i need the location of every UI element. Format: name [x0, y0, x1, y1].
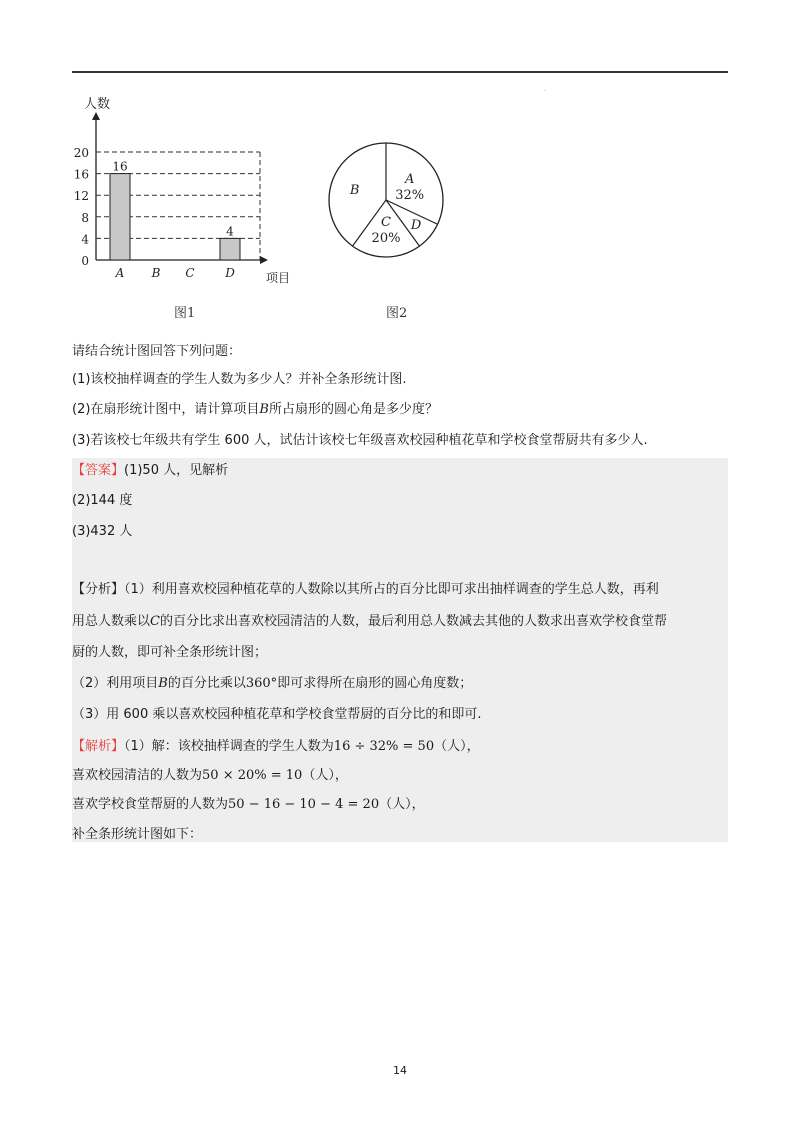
analysis-line-4-mid: 的百分比乘以	[167, 676, 246, 691]
x-axis-label: 项目	[266, 271, 291, 285]
x-axis-arrow	[260, 256, 268, 264]
answer-1-text: (1)50 人，见解析	[124, 463, 229, 478]
answer-2: (2)144 度	[72, 493, 133, 508]
y-tick-label: 20	[73, 146, 89, 160]
pie-slice-label: B	[349, 182, 360, 198]
header-rule	[72, 71, 728, 73]
bar	[220, 238, 240, 260]
answer-1	[72, 463, 228, 479]
question-1: (1)该校抽样调查的学生人数为多少人？并补全条形统计图.	[72, 372, 407, 387]
analysis-line-4-post: 即可求得所在扇形的圆心角度数；	[277, 676, 473, 691]
question-2	[72, 402, 438, 418]
x-tick-label: A	[115, 266, 125, 280]
y-axis-label: 人数	[84, 97, 111, 112]
solution-line-3	[72, 797, 425, 813]
pie-slice-percent: 32%	[395, 187, 425, 203]
question-2-pre: (2)在扇形统计图中，请计算项目	[72, 402, 260, 417]
pie-slice-label: D	[410, 217, 422, 233]
x-tick-label: B	[151, 266, 161, 280]
y-tick-label: 12	[73, 189, 89, 204]
solution-line-2	[72, 768, 348, 784]
question-2-post: 所占扇形的圆心角是多少度？	[268, 402, 438, 417]
figure1-caption: 图1	[174, 306, 196, 321]
analysis-tag: 【分析】	[72, 582, 125, 597]
pie-slice-percent: 20%	[371, 231, 401, 246]
y-tick-label: 0	[81, 254, 89, 268]
bar-data-label: 4	[226, 224, 234, 239]
analysis-line-2-post: 的百分比求出喜欢校园清洁的人数，最后利用总人数减去其他的人数求出喜欢学校食堂帮	[159, 614, 667, 629]
y-tick-label: 16	[73, 167, 89, 182]
analysis-line-1-text: （1）利用喜欢校园种植花草的人数除以其所占的百分比即可求出抽样调查的学生总人数，再利	[124, 582, 659, 597]
analysis-line-2-var: C	[150, 614, 160, 629]
analysis-line-4-pre: （2）利用项目	[72, 676, 159, 691]
page-number: 14	[393, 1064, 407, 1077]
pie-slice-label: A	[404, 171, 415, 187]
x-tick-label: D	[225, 266, 235, 280]
y-tick-label: 8	[81, 210, 89, 225]
y-tick-label: 4	[81, 232, 89, 247]
analysis-line-4	[72, 676, 472, 692]
solution-line-2-post: （人），	[302, 768, 348, 783]
solution-line-1-pre: （1）解：该校抽样调查的学生人数为	[124, 739, 334, 754]
x-tick-label: C	[185, 266, 195, 280]
answer-3: (3)432 人	[72, 524, 133, 539]
solution-tag: 【解析】	[72, 739, 125, 754]
header-dot: ·	[544, 88, 546, 95]
solution-line-2-pre: 喜欢校园清洁的人数为	[72, 768, 203, 783]
solution-line-1-math: 16 ÷ 32% = 50	[333, 739, 435, 754]
solution-line-2-math: 50 × 20% = 10	[202, 768, 303, 783]
question-3: (3)若该校七年级共有学生 600 人，试估计该校七年级喜欢校园种植花草和学校食堂帮厨共有多少人.	[72, 433, 648, 448]
figures-area	[72, 92, 512, 328]
pie-chart	[329, 143, 443, 257]
analysis-line-2	[72, 614, 667, 630]
bar-data-label: 16	[112, 159, 128, 174]
bar-chart	[74, 96, 290, 285]
analysis-line-2-pre: 用总人数乘以	[72, 614, 151, 629]
analysis-line-4-math: 360°	[245, 676, 278, 691]
figures-svg	[72, 92, 512, 328]
figure2-caption: 图2	[386, 306, 408, 321]
solution-line-1	[72, 739, 480, 755]
solution-line-1-post: （人），	[434, 739, 480, 754]
analysis-line-3: 厨的人数，即可补全条形统计图；	[72, 645, 268, 660]
solution-line-3-math: 50 − 16 − 10 − 4 = 20	[228, 797, 380, 812]
pie-slice-label: C	[381, 215, 391, 230]
analysis-line-4-var: B	[158, 676, 168, 691]
solution-line-3-post: （人），	[379, 797, 425, 812]
analysis-line-5: （3）用 600 乘以喜欢校园种植花草和学校食堂帮厨的百分比的和即可.	[72, 707, 482, 722]
answer-tag: 【答案】	[72, 463, 125, 478]
analysis-line-1	[72, 582, 659, 598]
question-intro: 请结合统计图回答下列问题：	[72, 344, 242, 359]
question-2-var: B	[259, 402, 269, 417]
bar	[110, 174, 130, 260]
solution-line-3-pre: 喜欢学校食堂帮厨的人数为	[72, 797, 229, 812]
solution-line-4: 补全条形统计图如下：	[72, 827, 203, 842]
y-axis-arrow	[92, 112, 100, 120]
